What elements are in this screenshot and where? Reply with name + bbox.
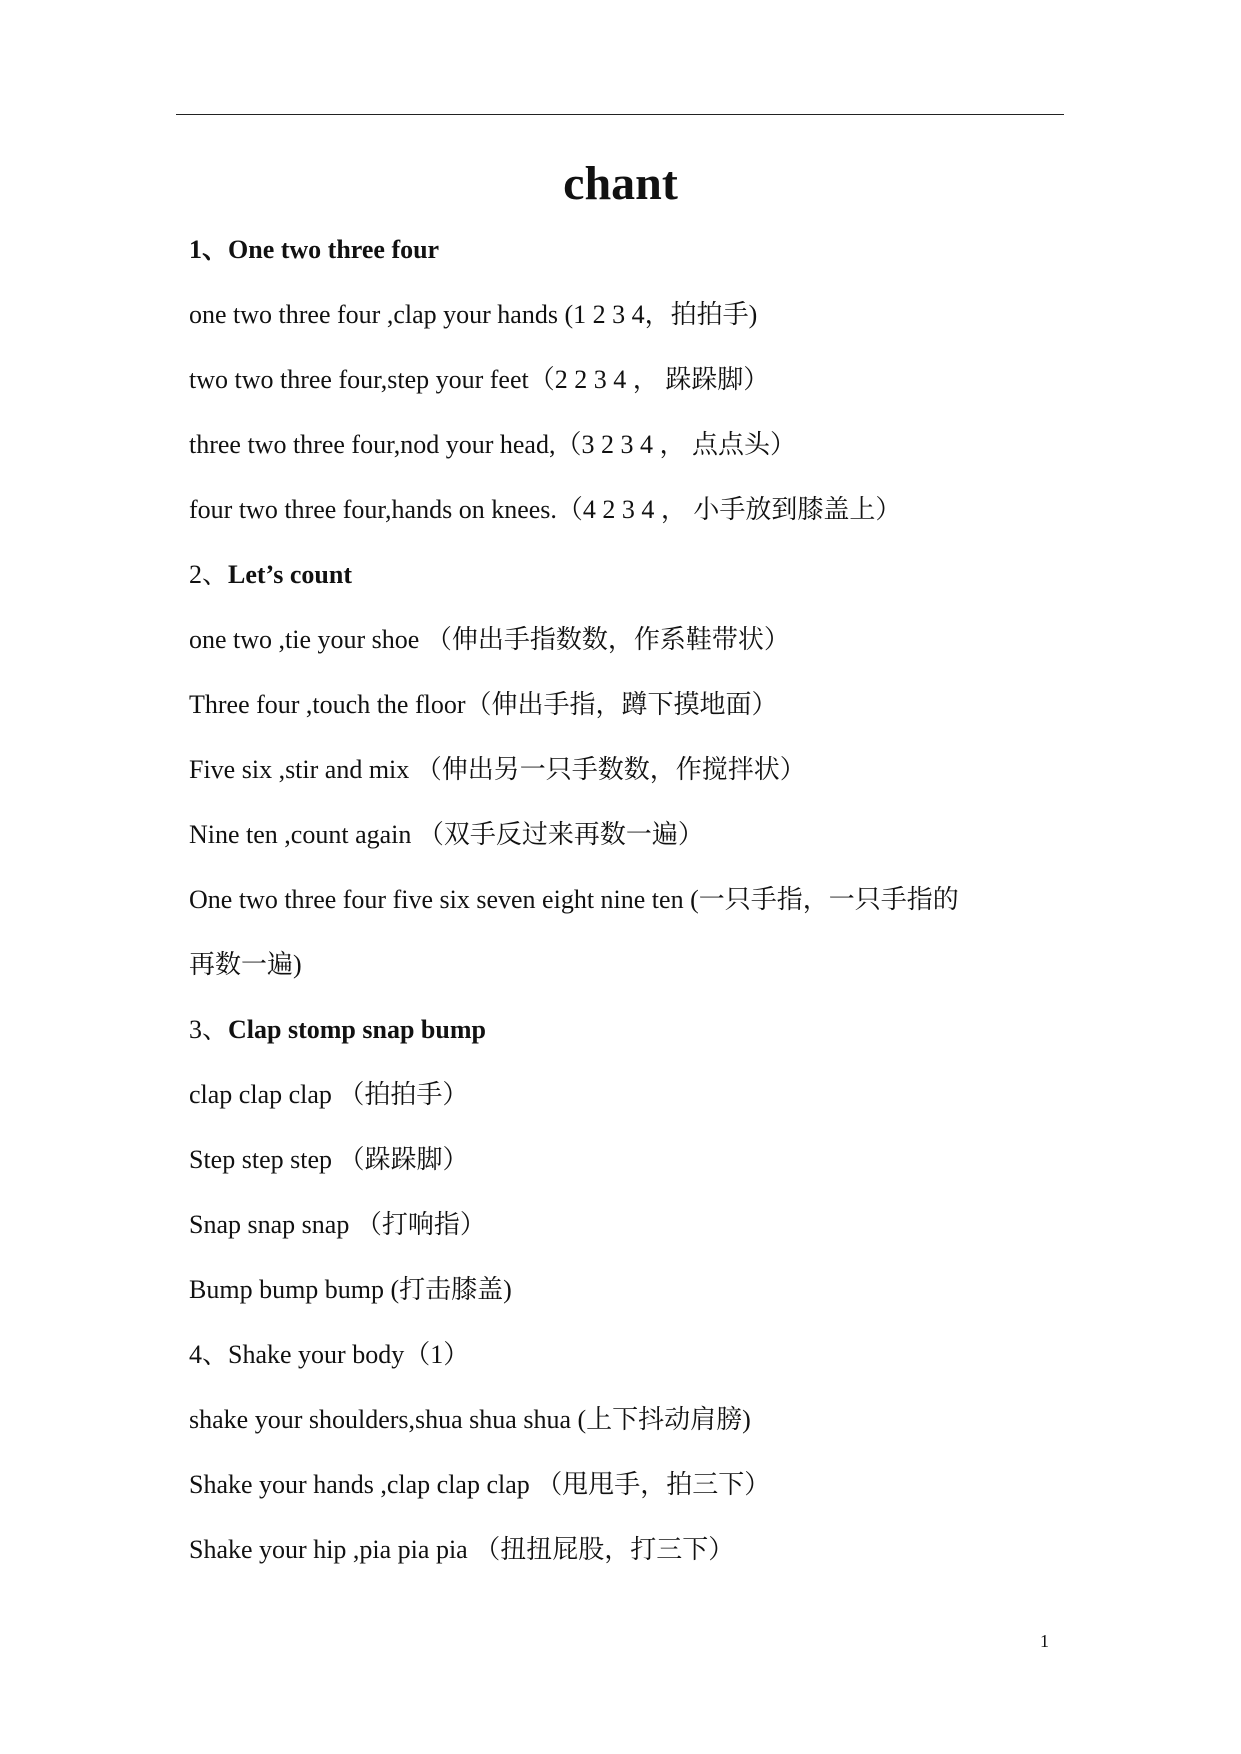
- section-number: 1、: [189, 235, 229, 264]
- chant-line: Snap snap snap （打响指）: [189, 1210, 486, 1239]
- section-title: One two three four: [228, 235, 440, 264]
- section-title: Let’s count: [228, 560, 352, 589]
- chant-line: clap clap clap （拍拍手）: [189, 1080, 469, 1109]
- page-number: 1: [1040, 1631, 1049, 1651]
- document-title: chant: [563, 157, 678, 210]
- chant-line: Step step step （跺跺脚）: [189, 1145, 469, 1174]
- chant-line: One two three four five six seven eight nine ten (一只手指，一只手指的: [189, 885, 959, 914]
- section-title: Clap stomp snap bump: [228, 1015, 486, 1044]
- chant-line: Five six ,stir and mix （伸出另一只手数数，作搅拌状）: [189, 755, 806, 784]
- chant-line: Bump bump bump (打击膝盖): [189, 1275, 512, 1304]
- header-rule: [176, 114, 1064, 115]
- chant-line: Shake your hip ,pia pia pia （扭扭屁股，打三下）: [189, 1535, 735, 1564]
- chant-line: Nine ten ,count again （双手反过来再数一遍）: [189, 820, 704, 849]
- section-number: 3、: [189, 1015, 229, 1044]
- section-heading: [189, 1330, 1069, 1395]
- section-title: Shake your body（1）: [228, 1340, 470, 1369]
- section-number: 2、: [189, 560, 229, 589]
- section-heading: [189, 225, 1069, 290]
- section-heading: [189, 550, 1069, 615]
- chant-line: two two three four,step your feet（2 2 3 4 ， 跺跺脚）: [189, 365, 770, 394]
- chant-line: one two three four ,clap your hands (1 2 3 4，拍拍手): [189, 300, 758, 329]
- section-heading: [189, 1005, 1069, 1070]
- section-number: 4、: [189, 1340, 229, 1369]
- chant-line: 再数一遍): [189, 950, 302, 979]
- chant-line: four two three four,hands on knees.（4 2 3 4 ， 小手放到膝盖上）: [189, 495, 902, 524]
- document-body: [189, 225, 1069, 1590]
- chant-line: shake your shoulders,shua shua shua (上下抖动肩膀): [189, 1405, 751, 1434]
- chant-line: Shake your hands ,clap clap clap （甩甩手，拍三下）: [189, 1470, 771, 1499]
- chant-line: three two three four,nod your head,（3 2 3 4 ， 点点头）: [189, 430, 796, 459]
- chant-line: one two ,tie your shoe （伸出手指数数，作系鞋带状）: [189, 625, 790, 654]
- chant-line: Three four ,touch the floor（伸出手指，蹲下摸地面）: [189, 690, 778, 719]
